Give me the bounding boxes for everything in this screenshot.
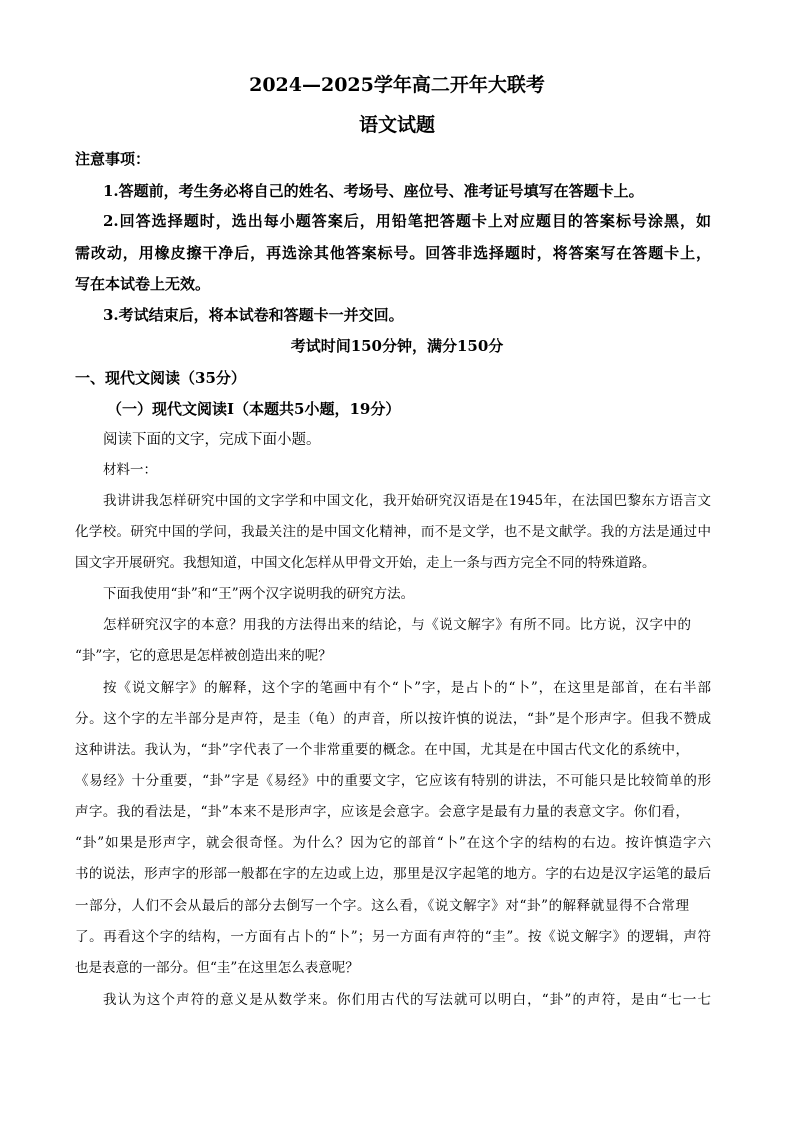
passage-line: 我认为这个声符的意义是从数学来。你们用古代的写法就可以明白，“卦”的声符，是由“七一七 [103, 992, 711, 1008]
passage-line: 了。再看这个字的结构，一方面有占卜的“卜”；另一方面有声符的“圭”。按《说文解字》的逻辑，声符 [75, 929, 711, 945]
material-label: 材料一： [103, 462, 157, 478]
subsection-heading: （一）现代文阅读Ⅰ（本题共5小题，19分） [107, 400, 401, 418]
passage-line: 一部分，人们不会从最后的部分去倒写一个字。这么看，《说文解字》对“卦”的解释就显得不合常理 [75, 898, 689, 914]
notice-item: 3.考试结束后，将本试卷和答题卡一并交回。 [103, 306, 404, 324]
passage-line: 分。这个字的左半部分是声符，是圭（龟）的声音，所以按许慎的说法，“卦”是个形声字。但我不赞成 [75, 711, 711, 727]
notice-item: 需改动，用橡皮擦干净后，再选涂其他答案标号。回答非选择题时，将答案写在答题卡上， [75, 244, 711, 262]
notice-heading: 注意事项： [75, 150, 151, 168]
passage-line: 《易经》十分重要，“卦”字是《易经》中的重要文字，它应该有特别的讲法，不可能只是比较简单的形 [75, 773, 711, 789]
passage-line: 这种讲法。我认为，“卦”字代表了一个非常重要的概念。在中国，尤其是在中国古代文化的系统中， [75, 742, 689, 758]
passage-line: 我讲讲我怎样研究中国的文字学和中国文化，我开始研究汉语是在1945年，在法国巴黎东方语言文 [103, 493, 711, 509]
passage-line: 声字。我的看法是，“卦”本来不是形声字，应该是会意字。会意字是最有力量的表意文字。你们看， [75, 804, 689, 820]
passage-line: “卦”字，它的意思是怎样被创造出来的呢？ [75, 648, 332, 664]
section-heading: 一、现代文阅读（35分） [75, 369, 246, 387]
passage-line: 下面我使用“卦”和“王”两个汉字说明我的研究方法。 [103, 586, 415, 602]
passage-line: “卦”如果是形声字，就会很奇怪。为什么？因为它的部首“卜”在这个字的结构的右边。按许慎造字六 [75, 835, 711, 851]
notice-item: 写在本试卷上无效。 [75, 275, 211, 293]
reading-instruction: 阅读下面的文字，完成下面小题。 [103, 432, 321, 448]
exam-title: 2024—2025学年高二开年大联考 [249, 74, 545, 96]
notice-item: 1.答题前，考生务必将自己的姓名、考场号、座位号、准考证号填写在答题卡上。 [103, 182, 644, 200]
exam-time-info: 考试时间150分钟，满分150分 [290, 337, 504, 355]
passage-line: 按《说文解字》的解释，这个字的笔画中有个“卜”字，是占卜的“卜”，在这里是部首，在右半部 [103, 680, 711, 696]
exam-subtitle: 语文试题 [358, 114, 435, 136]
notice-item: 2.回答选择题时，选出每小题答案后，用铅笔把答题卡上对应题目的答案标号涂黑，如 [103, 212, 711, 230]
passage-line: 国文字开展研究。我想知道，中国文化怎样从甲骨文开始，走上一条与西方完全不同的特殊道路。 [75, 555, 656, 571]
passage-line: 也是表意的一部分。但“圭”在这里怎么表意呢？ [75, 960, 359, 976]
passage-line: 书的说法，形声字的形部一般都在字的左边或上边，那里是汉字起笔的地方。字的右边是汉字运笔的最后 [75, 866, 711, 882]
passage-line: 怎样研究汉字的本意？用我的方法得出来的结论，与《说文解字》有所不同。比方说，汉字中的 [103, 617, 691, 633]
passage-line: 化学校。研究中国的学问，我最关注的是中国文化精神，而不是文学，也不是文献学。我的方法是通过中 [75, 524, 711, 540]
